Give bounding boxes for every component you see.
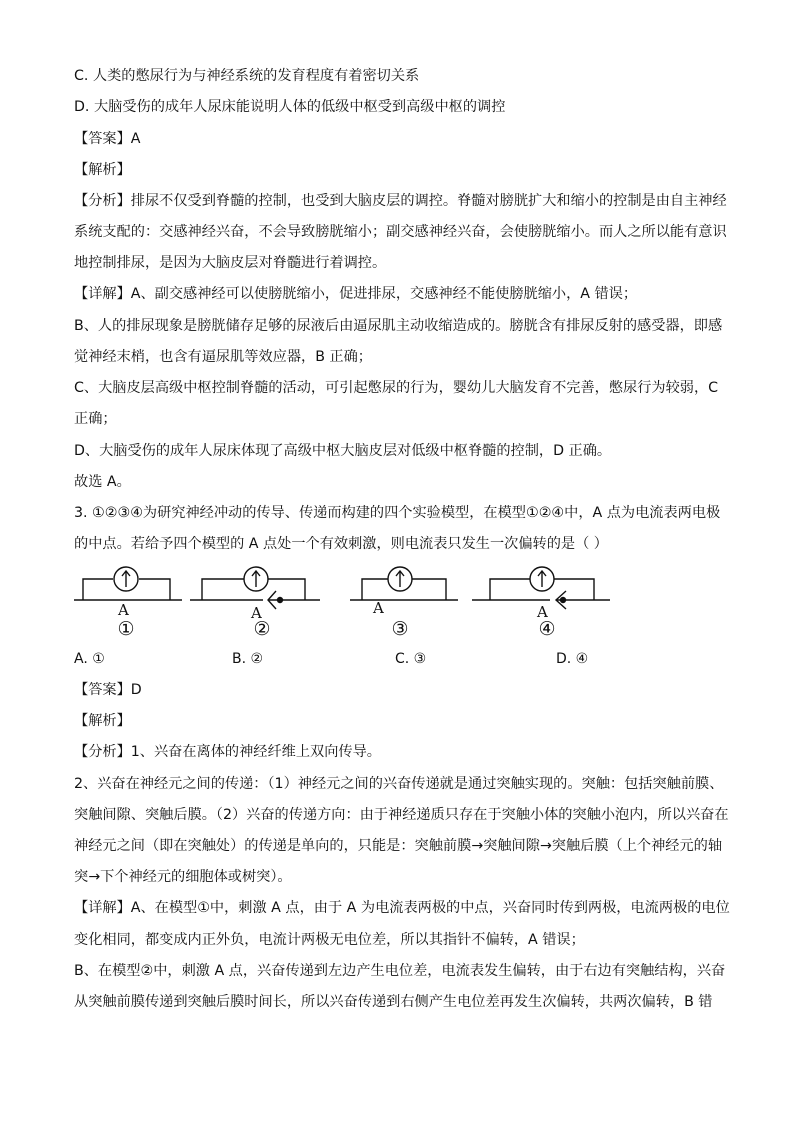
answer-heading: 【答案】D xyxy=(74,682,142,698)
point-a-label: A xyxy=(118,601,129,619)
text-line: B、人的排尿现象是膀胱储存足够的尿液后由逼尿肌主动收缩造成的。膀胱含有排尿反射的感受器，即感 xyxy=(74,318,723,334)
synapse-dot xyxy=(560,597,566,603)
model-number: ④ xyxy=(538,618,556,640)
text-line: 突触间隙、突触后膜。（2）兴奋的传递方向：由于神经递质只存在于突触小体的突触小泡内，所以兴奋在 xyxy=(74,807,729,823)
text-line: 故选 A。 xyxy=(74,474,131,490)
text-line: 2、兴奋在神经元之间的传递：（1）神经元之间的兴奋传递就是通过突触实现的。突触：包括突触前膜、 xyxy=(74,776,724,792)
option-d: D. ④ xyxy=(556,651,589,667)
analysis-heading: 【解析】 xyxy=(74,713,131,729)
point-a-label: A xyxy=(373,599,384,617)
nerve-models-diagram xyxy=(0,562,794,642)
model-number: ③ xyxy=(391,618,409,640)
text-line: 神经元之间（即在突触处）的传递是单向的，只能是：突触前膜→突触间隙→突触后膜（上个神经元的轴 xyxy=(74,838,723,854)
text-line: D. 大脑受伤的成年人尿床能说明人体的低级中枢受到高级中枢的调控 xyxy=(74,99,506,115)
point-a-label: A xyxy=(537,603,548,621)
option-a: A. ① xyxy=(74,651,105,667)
model-number: ① xyxy=(117,618,135,640)
text-line: 从突触前膜传递到突触后膜时间长，所以兴奋传递到右侧产生电位差再发生次偏转，共两次偏转，B 错 xyxy=(74,994,713,1010)
text-line: 地控制排尿，是因为大脑皮层对脊髓进行着调控。 xyxy=(74,255,387,271)
model-1-diagram xyxy=(74,567,182,600)
text-line: 正确； xyxy=(74,411,117,427)
text-line: C. 人类的憋尿行为与神经系统的发育程度有着密切关系 xyxy=(74,68,420,84)
text-line: D、大脑受伤的成年人尿床体现了高级中枢大脑皮层对低级中枢脊髓的控制，D 正确。 xyxy=(74,443,612,459)
text-line: C、大脑皮层高级中枢控制脊髓的活动，可引起憋尿的行为，婴幼儿大脑发育不完善，憋尿行为较弱，C xyxy=(74,380,719,396)
text-line: 【分析】1、兴奋在离体的神经纤维上双向传导。 xyxy=(74,744,381,760)
text-line: 【详解】A、副交感神经可以使膀胱缩小，促进排尿，交感神经不能使膀胱缩小，A 错误； xyxy=(74,286,638,302)
option-c: C. ③ xyxy=(395,651,427,667)
text-line: 突→下个神经元的细胞体或树突）。 xyxy=(74,869,292,885)
option-b: B. ② xyxy=(232,651,264,667)
text-line: B、在模型②中，刺激 A 点，兴奋传递到左边产生电位差，电流表发生偏转，由于右边有突触结构，兴奋 xyxy=(74,963,726,979)
text-line: 变化相同，都变成内正外负，电流计两极无电位差，所以其指针不偏转，A 错误； xyxy=(74,932,585,948)
synapse-dot xyxy=(277,597,283,603)
text-line: 【详解】A、在模型①中，刺激 A 点，由于 A 为电流表两极的中点，兴奋同时传到两极，电流两极的电位 xyxy=(74,900,730,916)
analysis-heading: 【解析】 xyxy=(74,162,131,178)
model-3-diagram xyxy=(350,567,458,600)
text-line: 【分析】排尿不仅受到脊髓的控制，也受到大脑皮层的调控。脊髓对膀胱扩大和缩小的控制是由自主神经 xyxy=(74,193,727,209)
text-line: 觉神经末梢，也含有逼尿肌等效应器，B 正确； xyxy=(74,349,372,365)
model-2-diagram xyxy=(190,567,320,609)
question-text: 3. ①②③④为研究神经冲动的传导、传递而构建的四个实验模型，在模型①②④中，A 点为电流表两电极 xyxy=(74,505,721,521)
question-text: 的中点。若给予四个模型的 A 点处一个有效刺激，则电流表只发生一次偏转的是（ ） xyxy=(74,536,608,552)
model-number: ② xyxy=(253,618,271,640)
point-a-label: A xyxy=(251,604,262,622)
answer-heading: 【答案】A xyxy=(74,131,141,147)
text-line: 系统支配的：交感神经兴奋，不会导致膀胱缩小；副交感神经兴奋，会使膀胱缩小。而人之所以能有意识 xyxy=(74,224,727,240)
